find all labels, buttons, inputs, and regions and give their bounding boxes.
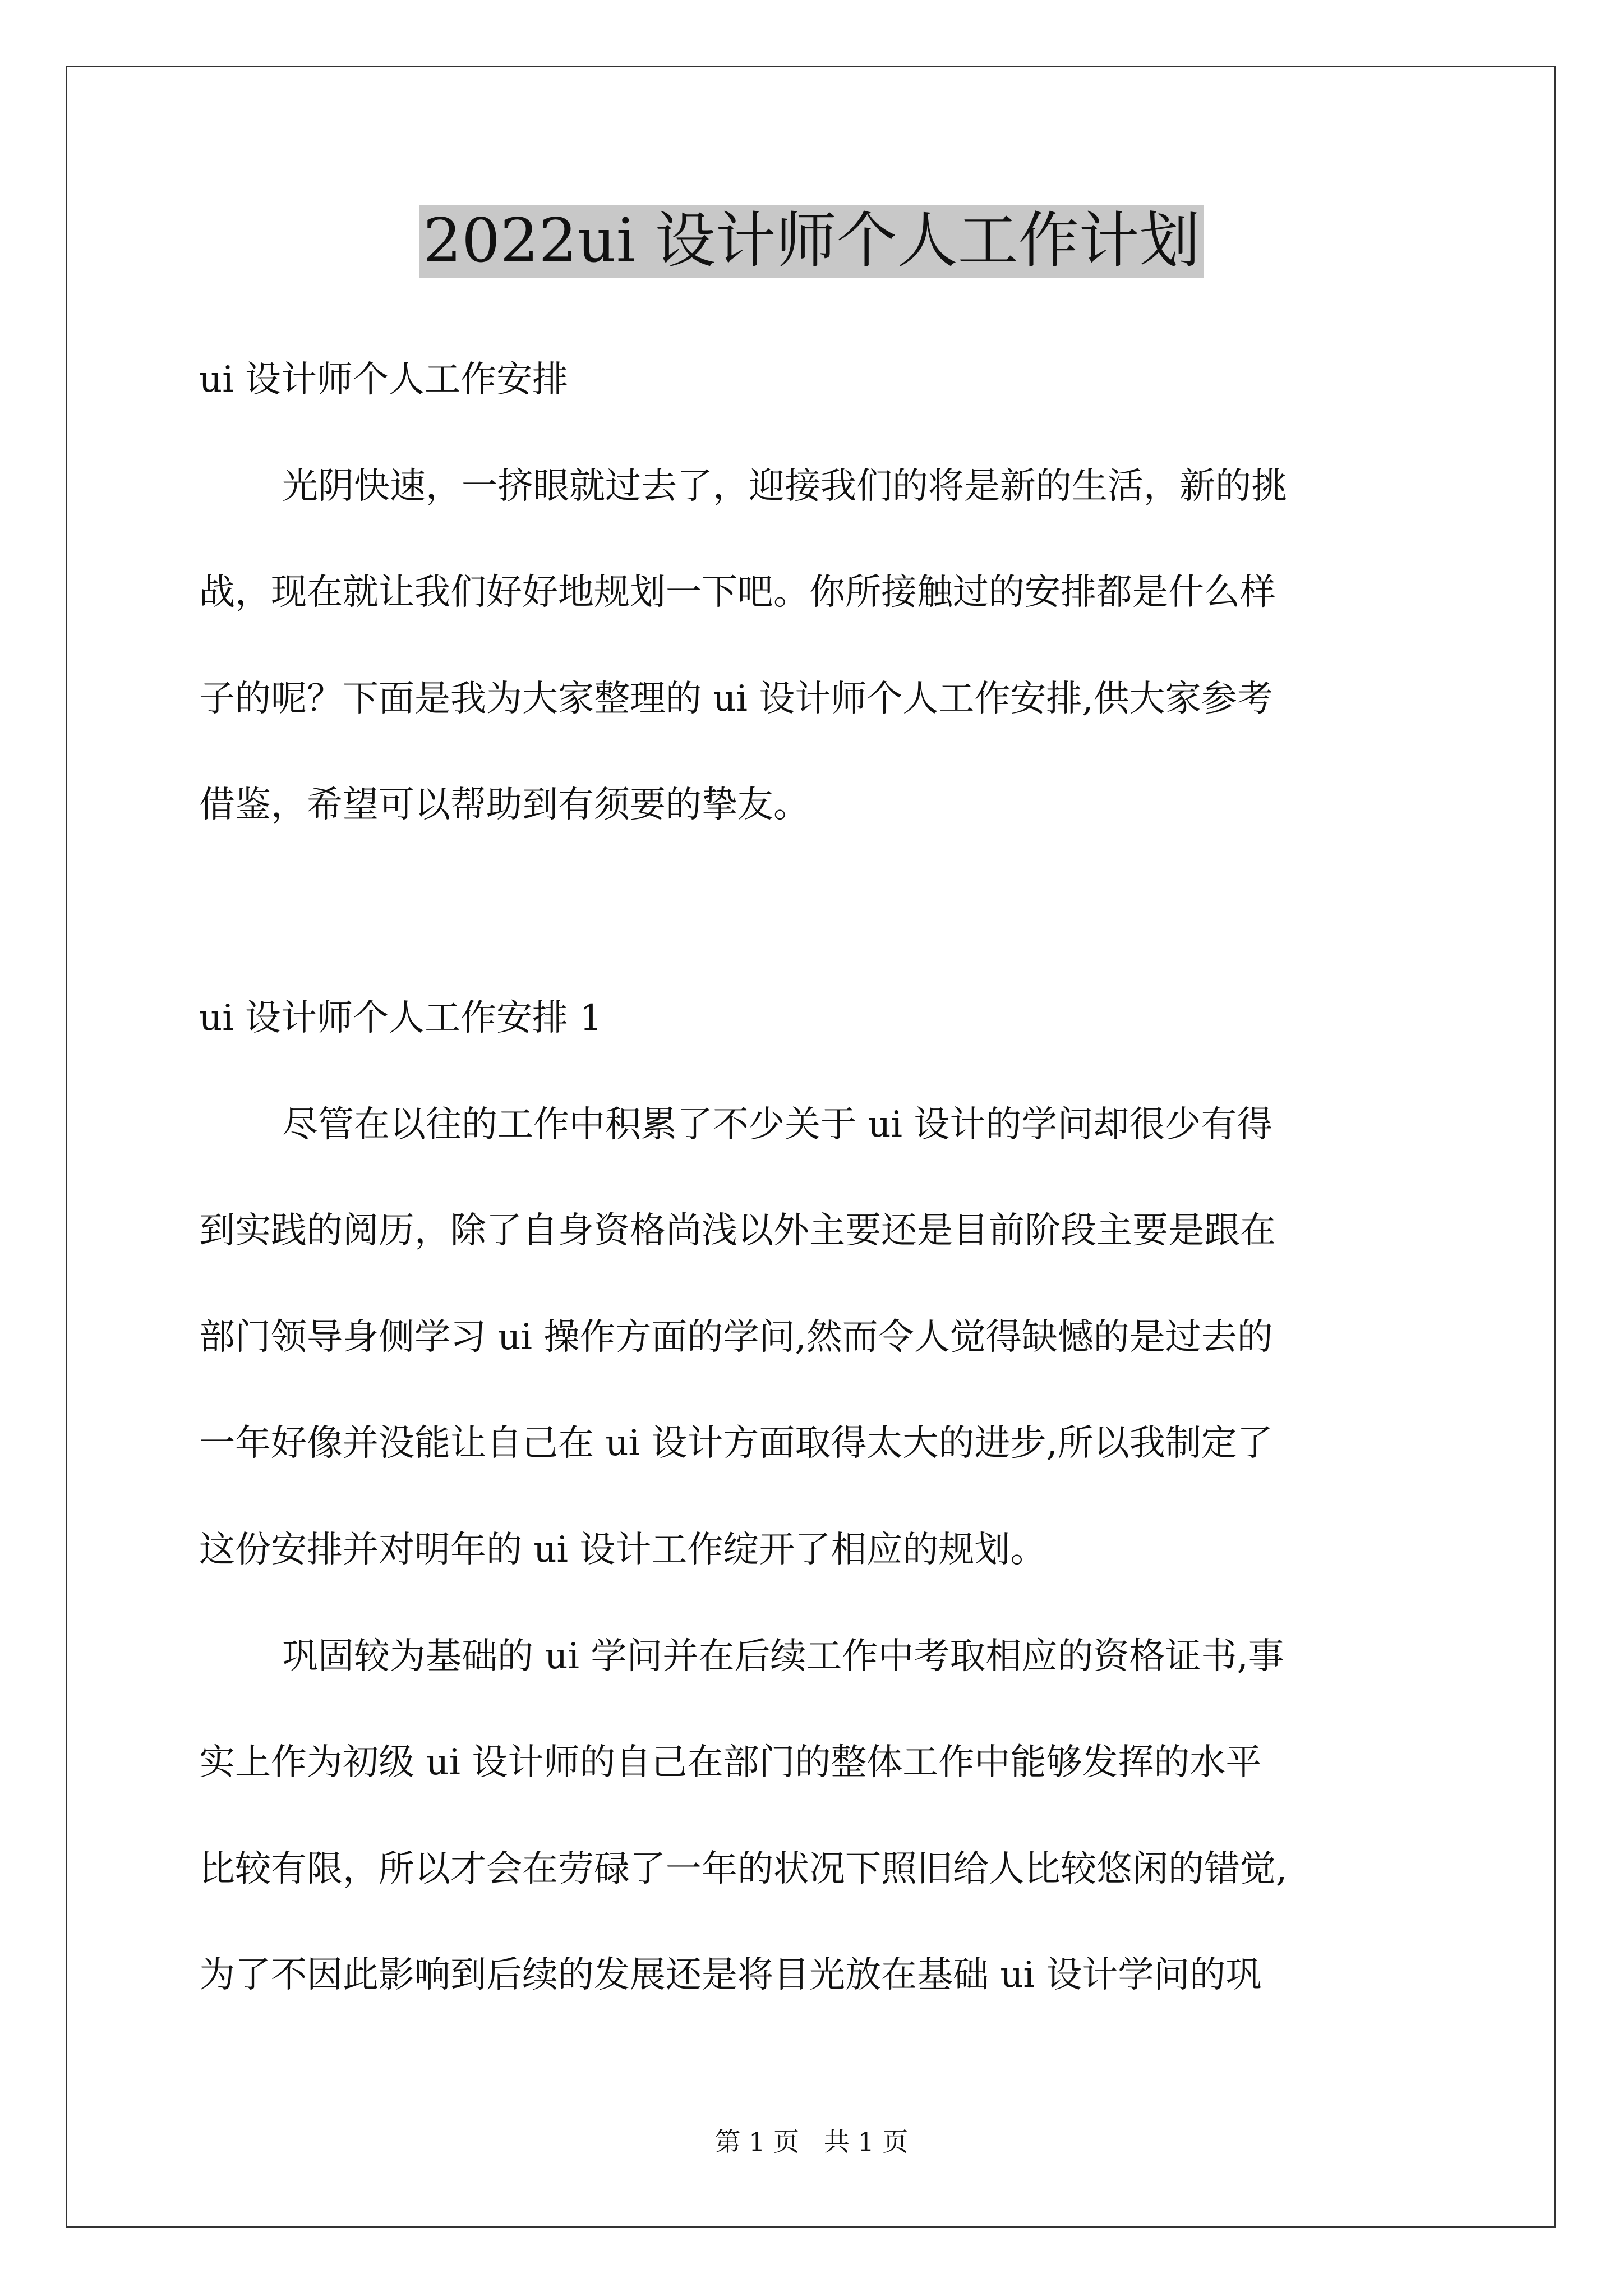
title-container [0, 205, 1623, 278]
paragraph-line: 为了不因此影响到后续的发展还是将目光放在基础 ui 设计学问的巩 [199, 1954, 1262, 1996]
section-heading: ui 设计师个人工作安排 [199, 359, 569, 401]
paragraph-line: 一年好像并没能让自己在 ui 设计方面取得太大的进步,所以我制定了 [199, 1423, 1273, 1464]
section-heading: ui 设计师个人工作安排 1 [199, 997, 603, 1039]
paragraph-line: 这份安排并对明年的 ui 设计工作绽开了相应的规划。 [199, 1529, 1046, 1571]
paragraph-line: 光阴快速，一挤眼就过去了，迎接我们的将是新的生活，新的挑 [282, 466, 1287, 507]
paragraph-line: 尽管在以往的工作中积累了不少关于 ui 设计的学问却很少有得 [282, 1104, 1273, 1145]
paragraph-line: 子的呢？下面是我为大家整理的 ui 设计师个人工作安排,供大家参考 [199, 678, 1273, 720]
paragraph-line: 借鉴，希望可以帮助到有须要的挚友。 [199, 784, 809, 826]
paragraph-line: 实上作为初级 ui 设计师的自己在部门的整体工作中能够发挥的水平 [199, 1742, 1262, 1783]
paragraph-line: 到实践的阅历，除了自身资格尚浅以外主要还是目前阶段主要是跟在 [199, 1210, 1276, 1251]
paragraph-line: 战，现在就让我们好好地规划一下吧。你所接触过的安排都是什么样 [199, 572, 1276, 613]
document-title: 2022ui 设计师个人工作计划 [419, 205, 1203, 278]
paragraph-line: 部门领导身侧学习 ui 操作方面的学问,然而令人觉得缺憾的是过去的 [199, 1317, 1273, 1358]
paragraph-line: 比较有限，所以才会在劳碌了一年的状况下照旧给人比较悠闲的错觉, [199, 1848, 1288, 1890]
page-footer: 第 1 页 共 1 页 [714, 2127, 909, 2157]
paragraph-line: 巩固较为基础的 ui 学问并在后续工作中考取相应的资格证书,事 [282, 1636, 1284, 1677]
